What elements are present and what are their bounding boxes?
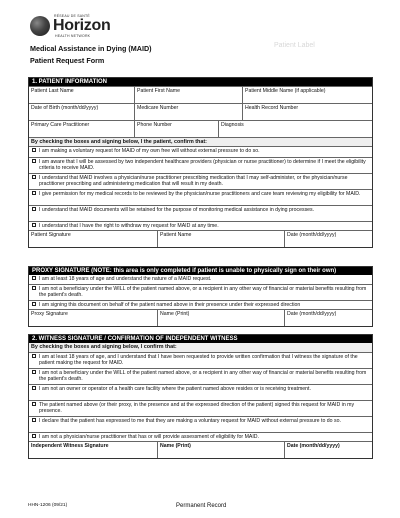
medicare-number-field[interactable]: Medicare Number: [134, 104, 242, 120]
patient-check-1[interactable]: [29, 146, 372, 157]
checkbox[interactable]: [29, 158, 39, 173]
patient-confirm-heading: By checking the boxes and signing below, I the patient, confirm that:: [29, 137, 372, 146]
proxy-check-1[interactable]: [29, 275, 372, 284]
checkbox[interactable]: [29, 417, 39, 432]
checkbox[interactable]: [29, 174, 39, 189]
checkbox[interactable]: [29, 147, 39, 157]
patient-check-6[interactable]: [29, 221, 372, 230]
globe-logo-icon: [30, 16, 50, 36]
logo-health-text: HEALTH NETWORK: [55, 34, 91, 38]
checkbox[interactable]: [29, 222, 39, 230]
witness-date-field[interactable]: Date (month/dd/yyyy): [284, 442, 372, 458]
patient-care-row: [29, 120, 372, 137]
patient-check-3[interactable]: [29, 173, 372, 189]
proxy-note: (NOTE: this area is only completed if patient is unable to physically sign on their own): [89, 268, 337, 274]
checkbox[interactable]: [29, 385, 39, 400]
witness-check-3[interactable]: [29, 384, 372, 400]
patient-name-field[interactable]: Patient Name: [157, 231, 284, 247]
proxy-check-2[interactable]: [29, 284, 372, 300]
logo-reseau-text: RÉSEAU DE SANTÉ: [54, 14, 90, 18]
checkbox[interactable]: [29, 369, 39, 384]
witness-check-5[interactable]: [29, 416, 372, 432]
witness-name-field[interactable]: Name (Print): [157, 442, 284, 458]
check-text: I am at least 18 years of age, and I understand that I have been requested to provide written confirmation that I witness the signature of the patient making the request for MAID.: [39, 353, 358, 366]
permanent-record-label: Permanent Record: [176, 503, 227, 509]
patient-first-name-field[interactable]: Patient First Name: [134, 87, 242, 103]
witness-section: [28, 334, 373, 459]
patient-check-5[interactable]: [29, 205, 372, 221]
patient-middle-name-field[interactable]: Patient Middle Name (if applicable): [242, 87, 372, 103]
form-title-line2: Patient Request Form: [30, 56, 105, 65]
phone-number-field[interactable]: Phone Number: [134, 121, 218, 137]
proxy-section-title: [29, 267, 372, 275]
form-code: HHN-1206 (09/21): [28, 503, 68, 508]
form-title: [30, 43, 152, 67]
proxy-signature-field[interactable]: Proxy Signature: [31, 311, 68, 317]
check-text: I am signing this document on behalf of the patient named above in their presence under their expressed direction: [39, 301, 301, 308]
check-text: I am not a beneficiary under the WILL of the patient named above, or a recipient in any other way of financial or material benefits resulting from the patient's death.: [39, 285, 367, 298]
check-text: I give permission for my medical records to be reviewed by the physician/nurse practitioners and care team reviewing my eligibility for MAID.: [39, 190, 361, 197]
proxy-check-3[interactable]: [29, 300, 372, 309]
witness-signature-row: [29, 441, 372, 458]
patient-last-name-field[interactable]: Patient Last Name: [31, 88, 74, 94]
check-text: The patient named above (or their proxy, in the presence and at the expressed direction of the patient) signed this request for MAID in my presence.: [39, 401, 355, 414]
check-text: I am at least 18 years of age and understand the nature of a MAID request.: [39, 275, 212, 282]
diagnosis-field[interactable]: Diagnosis: [218, 121, 372, 137]
witness-confirm-heading: By checking the boxes and signing below, I confirm that:: [29, 343, 372, 352]
witness-check-4[interactable]: [29, 400, 372, 416]
check-text: I am not an owner or operator of a health care facility where the patient named above resides or is receiving treatment.: [39, 385, 311, 392]
form-title-line1: Medical Assistance in Dying (MAID): [30, 44, 152, 53]
check-text: I am making a voluntary request for MAID of my own free will without external pressure to do so.: [39, 147, 260, 154]
health-record-number-field[interactable]: Health Record Number: [242, 104, 372, 120]
checkbox[interactable]: [29, 401, 39, 416]
check-text: I am aware that I will be assessed by two independent healthcare providers (physician or nurse practitioner) to determine if I meet the eligibility criteria to receive MAID.: [39, 158, 366, 171]
patient-label-area: Patient Label: [274, 42, 315, 49]
checkbox[interactable]: [29, 353, 39, 368]
patient-name-row: [29, 86, 372, 103]
witness-signature-field[interactable]: Independent Witness Signature: [31, 443, 109, 449]
patient-id-row: [29, 103, 372, 120]
checkbox[interactable]: [29, 433, 39, 441]
check-text: I am not a physician/nurse practitioner that has or will provide assessment of eligibility for MAID.: [39, 433, 259, 440]
witness-check-2[interactable]: [29, 368, 372, 384]
proxy-title: PROXY SIGNATURE: [32, 268, 90, 274]
check-text: I declare that the patient has expressed to me that they are making a voluntary request for MAID without external pressure to do so.: [39, 417, 341, 424]
checkbox[interactable]: [29, 206, 39, 221]
primary-care-practitioner-field[interactable]: Primary Care Practitioner: [31, 122, 90, 128]
checkbox[interactable]: [29, 190, 39, 205]
patient-date-field[interactable]: Date (month/dd/yyyy): [284, 231, 372, 247]
patient-information-section: [28, 77, 373, 248]
proxy-name-field[interactable]: Name (Print): [157, 310, 284, 326]
patient-signature-row: [29, 230, 372, 247]
patient-check-2[interactable]: [29, 157, 372, 173]
check-text: I understand that MAID documents will be retained for the purpose of monitoring medical assistance in dying processes.: [39, 206, 315, 213]
check-text: I understand that MAID involves a physician/nurse practitioner prescribing medication that I may self-administer, or the physician/nurse practitioner prescribing and administering medication that will result in my death.: [39, 174, 348, 187]
proxy-signature-section: [28, 266, 373, 327]
check-text: I am not a beneficiary under the WILL of the patient named above, or a recipient in any other way of financial or material benefits resulting from the patient's death.: [39, 369, 367, 382]
date-of-birth-field[interactable]: Date of Birth (month/dd/yyyy): [31, 105, 99, 111]
logo-name: Horizon: [53, 17, 111, 34]
witness-check-1[interactable]: [29, 352, 372, 368]
checkbox[interactable]: [29, 301, 39, 309]
patient-signature-field[interactable]: Patient Signature: [31, 232, 71, 238]
check-text: I understand that I have the right to withdraw my request for MAID at any time.: [39, 222, 219, 229]
witness-section-title: 2. WITNESS SIGNATURE / CONFIRMATION OF INDEPENDENT WITNESS: [29, 335, 372, 343]
section-title: 1. PATIENT INFORMATION: [29, 78, 372, 86]
proxy-signature-row: [29, 309, 372, 326]
checkbox[interactable]: [29, 275, 39, 284]
proxy-date-field[interactable]: Date (month/dd/yyyy): [284, 310, 372, 326]
witness-check-6[interactable]: [29, 432, 372, 441]
checkbox[interactable]: [29, 285, 39, 300]
patient-check-4[interactable]: [29, 189, 372, 205]
